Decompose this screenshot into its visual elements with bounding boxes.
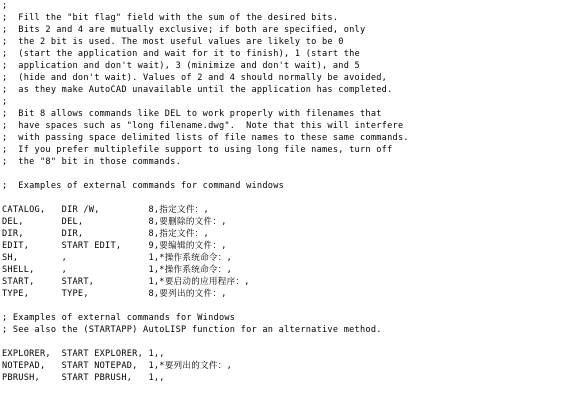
text-line: ; (start the application and wait for it to finish), 1 (start the [2, 49, 360, 59]
command-entry-line: NOTEPAD, START NOTEPAD, 1,*要列出的文件：, [2, 361, 233, 371]
command-entry-line: EDIT, START EDIT, 9,要编辑的文件：, [2, 241, 227, 251]
command-entry-line: PBRUSH, START PBRUSH, 1,, [2, 373, 165, 383]
command-entry-line: CATALOG, DIR /W, 8,指定文件：, [2, 205, 209, 215]
text-line: ; If you prefer multiplefile support to using long file names, turn off [2, 145, 393, 155]
text-line: ; the "8" bit in those commands. [2, 157, 181, 167]
text-line: ; [2, 97, 8, 107]
text-line: ; [2, 1, 8, 11]
text-line: ; (hide and don't wait). Values of 2 and 4 should normally be avoided, [2, 73, 388, 83]
command-entry-line: EXPLORER, START EXPLORER, 1,, [2, 349, 165, 359]
text-line: ; application and don't wait), 3 (minimize and don't wait), and 5 [2, 61, 360, 71]
section-heading-line: ; Examples of external commands for Windows [2, 313, 236, 323]
blank-line [2, 336, 566, 348]
text-document [2, 0, 566, 400]
text-line: ; as they make AutoCAD unavailable until the application has completed. [2, 85, 393, 95]
blank-line [2, 168, 566, 180]
text-line: ; the 2 bit is used. The most useful values are likely to be 0 [2, 37, 344, 47]
section-heading-line: ; Examples of external commands for command windows [2, 181, 285, 191]
text-line: ; Fill the "bit flag" field with the sum of the desired bits. [2, 13, 339, 23]
command-entry-line: START, START, 1,*要启动的应用程序：, [2, 277, 250, 287]
command-entry-line: DIR, DIR, 8,指定文件：, [2, 229, 209, 239]
command-entry-line: DEL, DEL, 8,要删除的文件：, [2, 217, 227, 227]
command-entry-line: SH, , 1,*操作系统命令：, [2, 253, 233, 263]
blank-line [2, 300, 566, 312]
command-entry-line: SHELL, , 1,*操作系统命令：, [2, 265, 233, 275]
text-line: ; Bits 2 and 4 are mutually exclusive; if both are specified, only [2, 25, 366, 35]
blank-line [2, 192, 566, 204]
text-line: ; Bit 8 allows commands like DEL to work properly with filenames that [2, 109, 382, 119]
text-line: ; have spaces such as "long filename.dwg". Note that this will interfere [2, 121, 404, 131]
command-entry-line: TYPE, TYPE, 8,要列出的文件：, [2, 289, 227, 299]
text-line: ; See also the (STARTAPP) AutoLISP function for an alternative method. [2, 325, 382, 335]
text-line: ; with passing space delimited lists of file names to these same commands. [2, 133, 409, 143]
